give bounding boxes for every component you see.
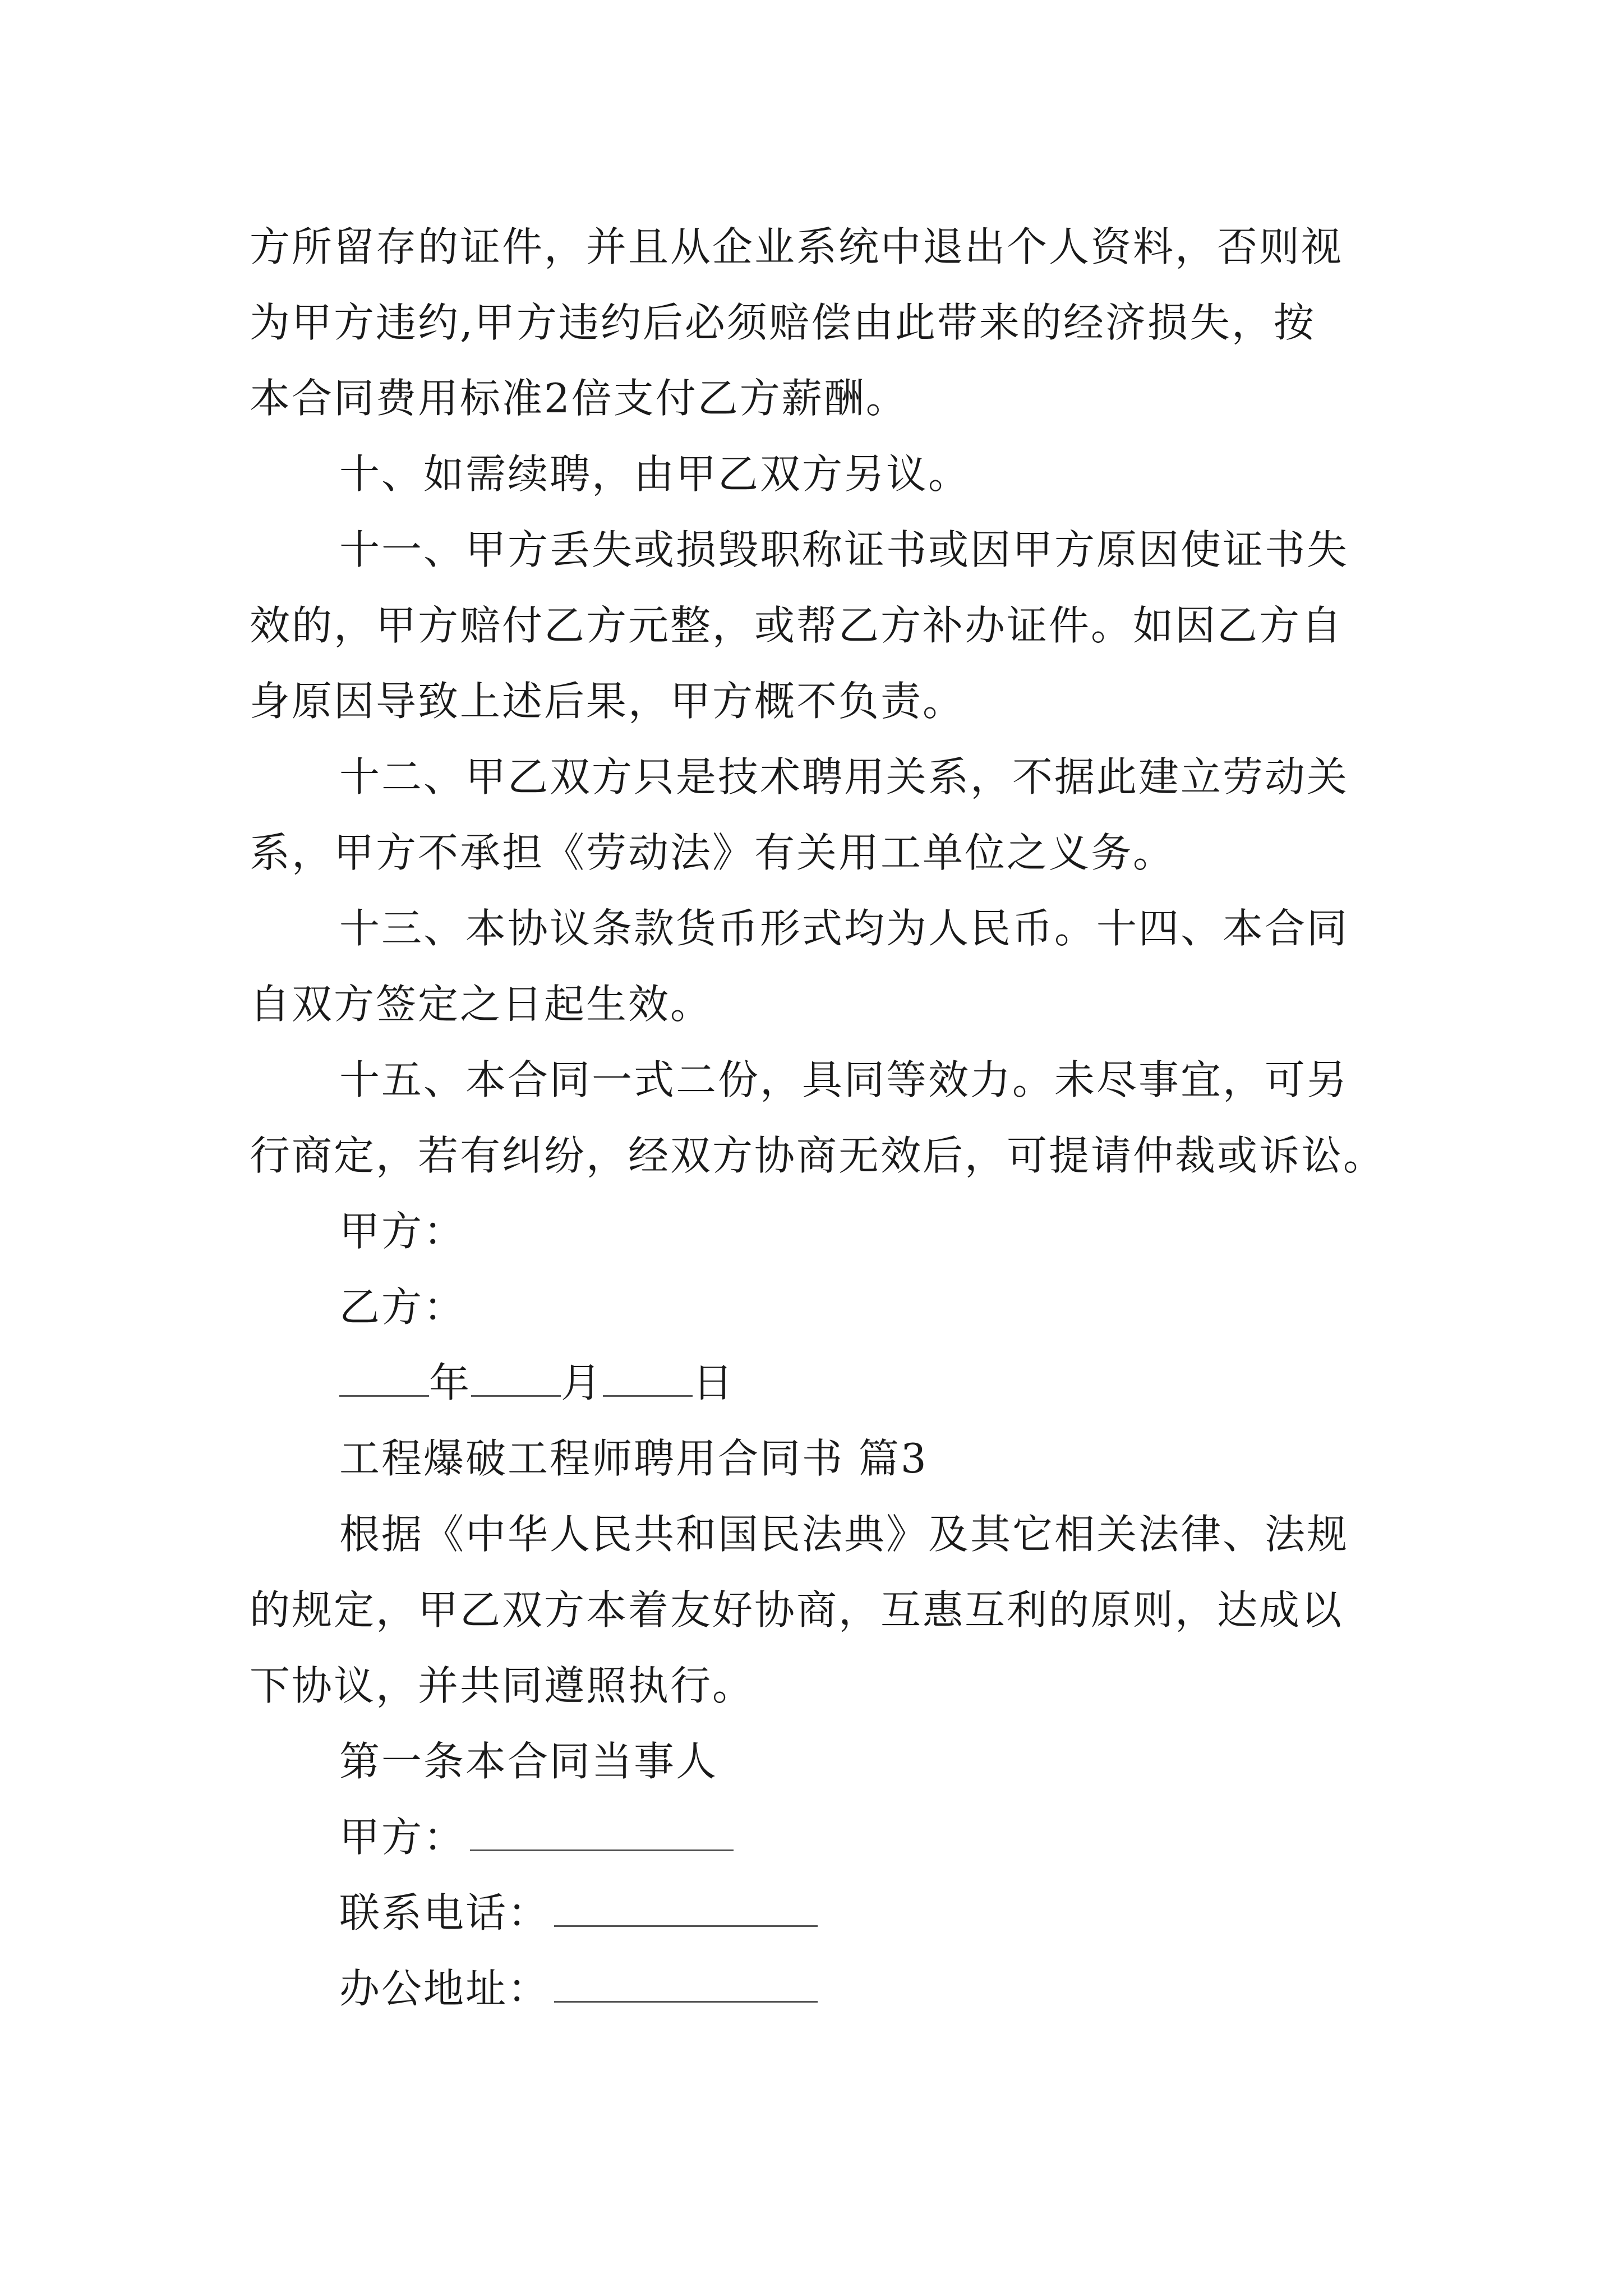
party-a-label: 甲方： (339, 1814, 466, 1861)
paragraph-line: 的规定，甲乙双方本着友好协商，互惠互利的原则，达成以 (250, 1586, 1344, 1634)
year-label: 年 (429, 1359, 472, 1406)
phone-blank (554, 1890, 818, 1927)
clause-11: 十一、甲方丢失或损毁职称证书或因甲方原因使证书失 (339, 526, 1349, 573)
office-address-label: 办公地址： (339, 1965, 550, 2012)
month-blank (471, 1360, 561, 1397)
phone-label: 联系电话： (339, 1889, 550, 1936)
paragraph-line: 行商定，若有纠纷，经双方协商无效后，可提请仲裁或诉讼。 (250, 1132, 1386, 1179)
article-1-heading: 第一条本合同当事人 (339, 1738, 718, 1785)
day-blank (603, 1360, 693, 1397)
clause-13: 十三、本协议条款货币形式均为人民币。十四、本合同 (339, 905, 1349, 952)
year-blank (339, 1360, 429, 1397)
party-a-field (339, 1812, 734, 1862)
party-a-signature: 甲方： (339, 1208, 466, 1255)
paragraph-line: 下协议，并共同遵照执行。 (250, 1662, 755, 1709)
office-address-field (339, 1963, 818, 2014)
paragraph-line: 效的，甲方赔付乙方元整，或帮乙方补办证件。如因乙方自 (250, 602, 1344, 649)
clause-10: 十、如需续聘，由甲乙双方另议。 (339, 450, 971, 498)
paragraph-line: 为甲方违约,甲方违约后必须赔偿由此带来的经济损失，按 (250, 299, 1316, 346)
section-title: 工程爆破工程师聘用合同书 篇3 (339, 1435, 928, 1482)
paragraph-line: 本合同费用标准2倍支付乙方薪酬。 (250, 375, 908, 422)
paragraph-line: 自双方签定之日起生效。 (250, 981, 713, 1028)
paragraph-line: 系，甲方不承担《劳动法》有关用工单位之义务。 (250, 829, 1175, 876)
month-label: 月 (561, 1359, 603, 1406)
party-b-signature: 乙方： (339, 1283, 466, 1331)
phone-field (339, 1888, 818, 1938)
paragraph-line: 根据《中华人民共和国民法典》及其它相关法律、法规 (339, 1511, 1349, 1558)
office-address-blank (554, 1966, 818, 2003)
clause-12: 十二、甲乙双方只是技术聘用关系，不据此建立劳动关 (339, 753, 1349, 800)
date-line (339, 1358, 735, 1408)
paragraph-line: 方所留存的证件，并且从企业系统中退出个人资料，否则视 (250, 223, 1344, 270)
paragraph-line: 身原因导致上述后果，甲方概不负责。 (250, 678, 965, 725)
clause-15: 十五、本合同一式二份，具同等效力。未尽事宜，可另 (339, 1056, 1349, 1103)
party-a-blank (470, 1815, 734, 1851)
day-label: 日 (693, 1359, 735, 1406)
